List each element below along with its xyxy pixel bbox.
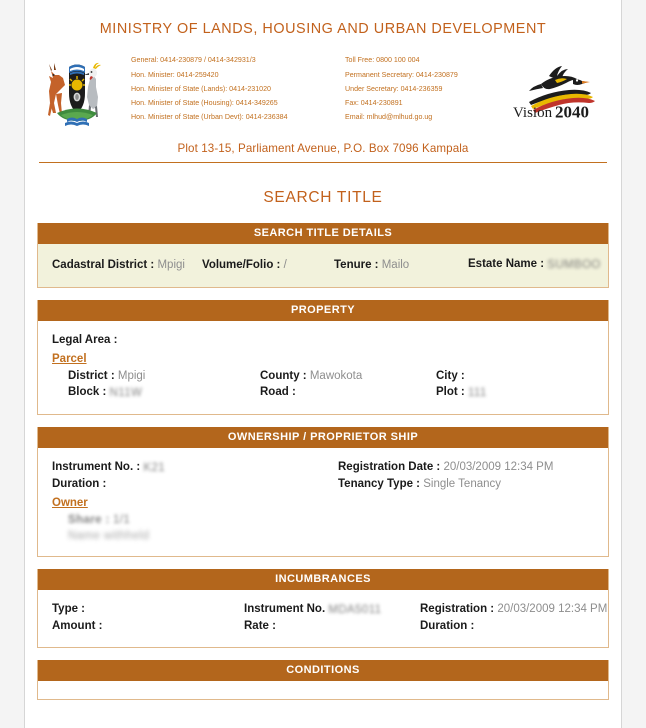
- incumbrance-row: [52, 601, 608, 619]
- field-value: 20/03/2009 12:34 PM: [443, 460, 554, 473]
- field-district: [68, 368, 260, 385]
- field-label: Rate :: [244, 620, 276, 632]
- contact-line: Hon. Minister of State (Housing): 0414-349265: [131, 99, 278, 108]
- section-incumbrances: [37, 569, 609, 648]
- contact-line: Hon. Minister of State (Urban Devt): 0414-236384: [131, 113, 288, 122]
- section-body: [38, 681, 608, 699]
- field-label: Instrument No. :: [52, 460, 141, 473]
- document-page: [24, 0, 622, 728]
- field-label: Tenure :: [334, 258, 379, 271]
- owner-details: [52, 512, 594, 544]
- contact-line: Toll Free: 0800 100 004: [345, 56, 420, 65]
- field-value: Mpigi: [157, 258, 185, 271]
- ownership-row: [52, 459, 594, 477]
- field-value-redacted: K21: [143, 461, 166, 474]
- field-value-redacted: MDA5011: [328, 603, 382, 616]
- field-label: Plot :: [436, 386, 465, 398]
- field-label: Registration :: [420, 602, 495, 615]
- field-label: Legal Area :: [52, 334, 118, 346]
- field-label: Road :: [260, 386, 296, 398]
- contact-column-left: [131, 53, 345, 124]
- section-search-title-details: [37, 223, 609, 288]
- contact-line: Hon. Minister of State (Lands): 0414-231020: [131, 84, 271, 93]
- section-heading: INCUMBRANCES: [38, 569, 608, 590]
- field-label: Type :: [52, 602, 86, 615]
- field-volume-folio: [202, 259, 334, 271]
- field-value: Mailo: [381, 258, 410, 271]
- letterhead: [25, 0, 621, 155]
- field-value: /: [283, 258, 287, 271]
- contact-line: Fax: 0414-230891: [345, 99, 403, 108]
- field-value-redacted: 1/1: [113, 513, 131, 526]
- field-label: City :: [436, 369, 465, 382]
- office-address: Plot 13-15, Parliament Avenue, P.O. Box 7096 Kampala: [177, 142, 469, 155]
- field-amount: [52, 618, 244, 635]
- field-value: Single Tenancy: [423, 478, 502, 490]
- parcel-row: [68, 384, 594, 402]
- field-instrument-no: [52, 459, 338, 477]
- field-label: Registration Date :: [338, 460, 441, 473]
- uganda-coat-of-arms-icon: [41, 45, 113, 133]
- section-property: [37, 300, 609, 415]
- field-estate-name: [468, 258, 601, 271]
- field-label: Duration :: [420, 620, 475, 632]
- field-label: County :: [260, 369, 307, 382]
- letterhead-contact-row: [39, 45, 607, 133]
- section-heading: OWNERSHIP / PROPRIETOR SHIP: [38, 427, 608, 448]
- section-body: [38, 448, 608, 556]
- section-conditions: [37, 660, 609, 700]
- field-label: Instrument No.: [244, 602, 326, 615]
- field-cadastral-district: [52, 259, 202, 271]
- field-plot: [436, 384, 594, 402]
- field-tenure: [334, 259, 468, 271]
- contact-line: Hon. Minister: 0414-259420: [131, 70, 219, 79]
- field-block: [68, 384, 260, 402]
- field-duration: [52, 476, 338, 493]
- field-label: District :: [68, 369, 115, 382]
- ministry-title: MINISTRY OF LANDS, HOUSING AND URBAN DEVELOPMENT: [99, 21, 547, 37]
- contact-line: Email: mlhud@mlhud.go.ug: [345, 113, 433, 122]
- field-rate: [244, 618, 420, 635]
- section-heading: SEARCH TITLE DETAILS: [38, 223, 608, 244]
- field-registration-date: [338, 459, 594, 477]
- field-value: 20/03/2009 12:34 PM: [497, 602, 608, 615]
- field-label: Amount :: [52, 620, 103, 632]
- field-label: Tenancy Type :: [338, 478, 421, 490]
- section-heading: CONDITIONS: [38, 660, 608, 681]
- field-value-redacted: Name withheld: [68, 529, 150, 542]
- field-label: Duration :: [52, 478, 107, 490]
- owner-link[interactable]: Owner: [52, 496, 88, 509]
- field-city: [436, 368, 594, 385]
- field-owner-name: [68, 528, 594, 544]
- field-value-redacted: 111: [467, 387, 487, 399]
- vision-2040-logo-icon: [511, 58, 605, 120]
- section-heading: PROPERTY: [38, 300, 608, 321]
- field-label: Block :: [68, 386, 107, 398]
- field-tenancy-type: [338, 476, 594, 493]
- field-label: Volume/Folio :: [202, 258, 281, 271]
- section-body: [38, 321, 608, 414]
- field-owner-share: [68, 512, 594, 528]
- sections-container: [25, 223, 621, 700]
- field-value: Mpigi: [117, 369, 146, 382]
- field-value-redacted: SUMBOO: [547, 259, 601, 271]
- details-row: [52, 258, 601, 271]
- incumbrance-row: [52, 618, 594, 635]
- vision-year: 2040: [555, 102, 589, 120]
- contact-line: Permanent Secretary: 0414-230879: [345, 70, 458, 79]
- field-label-redacted: Share :: [68, 513, 110, 526]
- vision-wordmark: Vision: [513, 105, 553, 120]
- field-legal-area: [52, 332, 594, 349]
- field-value-redacted: N11W: [109, 387, 143, 399]
- field-type: [52, 601, 244, 619]
- contact-column-right: [345, 53, 505, 124]
- field-county: [260, 368, 436, 385]
- field-label: Cadastral District :: [52, 258, 155, 271]
- section-body: [38, 590, 608, 647]
- contact-line: General: 0414-230879 / 0414-342931/3: [131, 56, 256, 65]
- field-value: Mawokota: [309, 369, 363, 382]
- section-body: [38, 244, 608, 287]
- letterhead-divider: [39, 162, 607, 163]
- field-instrument-no: [244, 601, 420, 619]
- field-duration: [420, 618, 594, 635]
- parcel-row: [68, 368, 594, 385]
- field-label: Estate Name :: [468, 258, 545, 270]
- contact-line: Under Secretary: 0414-236359: [345, 84, 443, 93]
- parcel-link[interactable]: Parcel: [52, 352, 87, 365]
- page-title: SEARCH TITLE: [263, 189, 383, 206]
- field-registration: [420, 601, 607, 619]
- contact-columns: [113, 53, 511, 124]
- section-ownership: [37, 427, 609, 557]
- ownership-row: [52, 476, 594, 493]
- parcel-fields: [52, 368, 594, 402]
- field-road: [260, 384, 436, 402]
